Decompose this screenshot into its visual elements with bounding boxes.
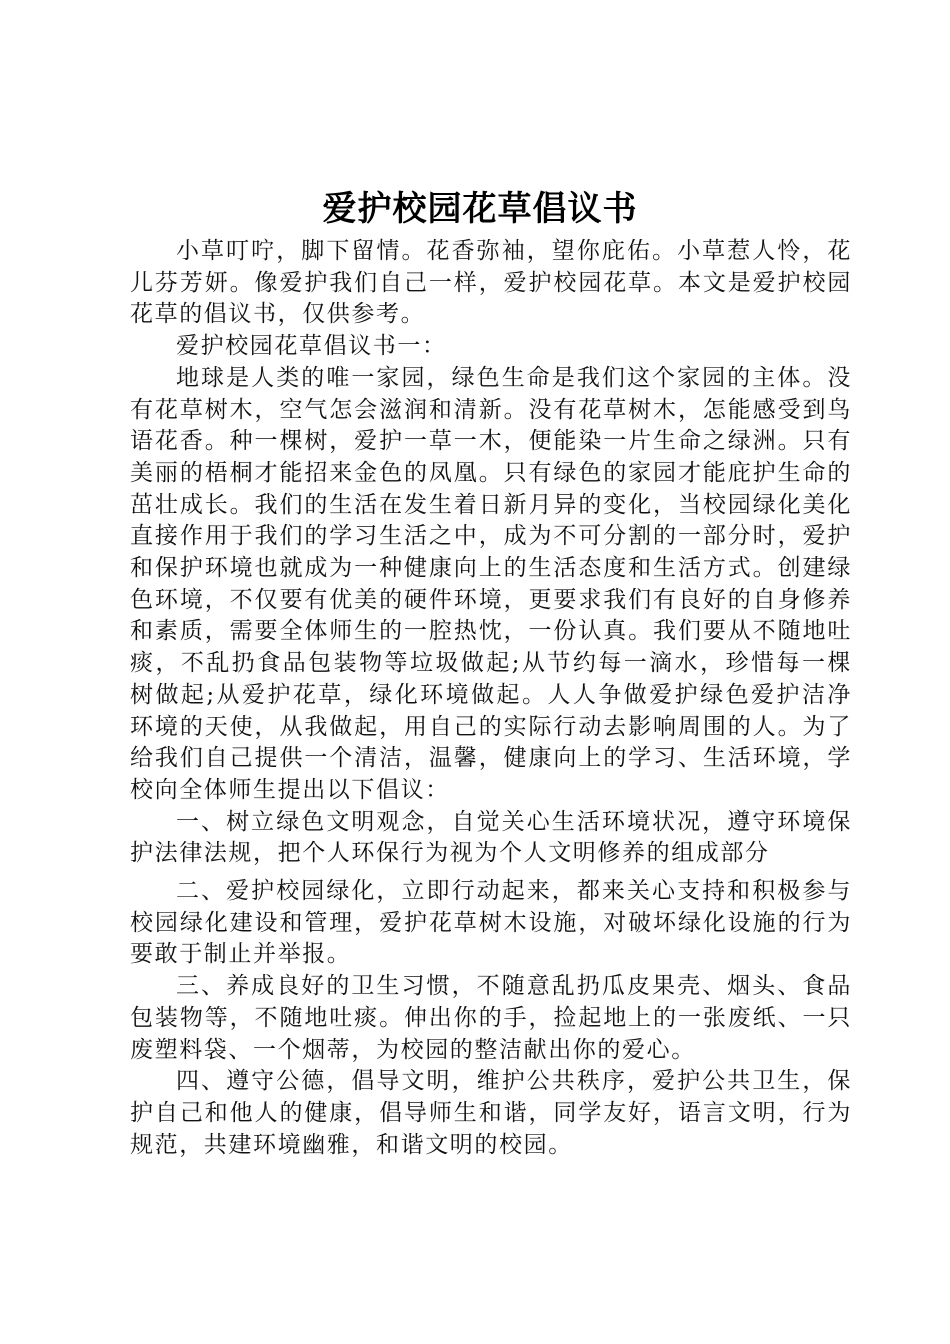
proposal-item-2: 二、爱护校园绿化，立即行动起来，都来关心支持和积极参与校园绿化建设和管理，爱护花草树木设施，对破坏绿化设施的行为要敢于制止并举报。 xyxy=(130,878,852,968)
section-heading: 爱护校园花草倡议书一： xyxy=(176,333,447,360)
proposal-item-3: 三、养成良好的卫生习惯，不随意乱扔瓜皮果壳、烟头、食品包装物等，不随地吐痰。伸出你的手，捡起地上的一张废纸、一只废塑料袋、一个烟蒂，为校园的整洁献出你的爱心。 xyxy=(130,973,852,1063)
proposal-item-1: 一、树立绿色文明观念，自觉关心生活环境状况，遵守环境保护法律法规，把个人环保行为视为个人文明修养的组成部分 xyxy=(130,808,852,867)
main-paragraph: 地球是人类的唯一家园，绿色生命是我们这个家园的主体。没有花草树木，空气怎会滋润和清新。没有花草树木，怎能感受到鸟语花香。种一棵树，爱护一草一木，便能染一片生命之绿洲。只有美丽的梧桐才能招来金色的凤凰。只有绿色的家园才能庇护生命的茁壮成长。我们的生活在发生着日新月异的变化，当校园绿化美化直接作用于我们的学习生活之中，成为不可分割的一部分时，爱护和保护环境也就成为一种健康向上的生活态度和生活方式。创建绿色环境，不仅要有优美的硬件环境，更要求我们有良好的自身修养和素质，需要全体师生的一腔热忱，一份认真。我们要从不随地吐痰，不乱扔食品包装物等垃圾做起;从节约每一滴水，珍惜每一棵树做起;从爱护花草，绿化环境做起。人人争做爱护绿色爱护洁净环境的天使，从我做起，用自己的实际行动去影响周围的人。为了给我们自己提供一个清洁，温馨，健康向上的学习、生活环境，学校向全体师生提出以下倡议： xyxy=(130,364,852,803)
intro-paragraph: 小草叮咛，脚下留情。花香弥袖，望你庇佑。小草惹人怜，花儿芬芳妍。像爱护我们自己一样，爱护校园花草。本文是爱护校园花草的倡议书，仅供参考。 xyxy=(130,238,852,328)
document-title: 爱护校园花草倡议书 xyxy=(322,189,638,229)
document-body xyxy=(130,236,852,1161)
proposal-item-4: 四、遵守公德，倡导文明，维护公共秩序，爱护公共卫生，保护自己和他人的健康，倡导师生和谐，同学友好，语言文明，行为规范，共建环境幽雅，和谐文明的校园。 xyxy=(130,1068,852,1158)
